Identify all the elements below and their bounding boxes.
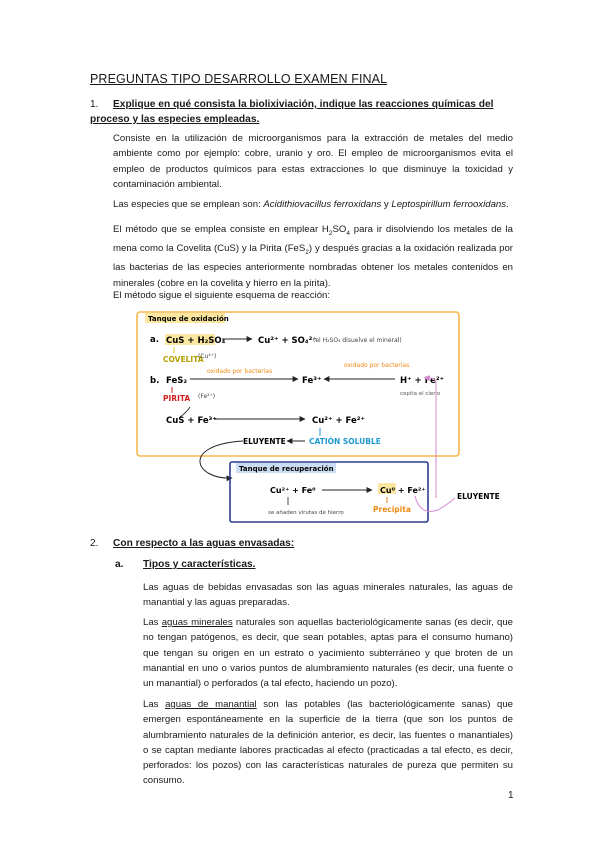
- paragraph-water-types: Las aguas de bebidas envasadas son las aguas minerales naturales, las aguas de manantial y las aguas preparadas.: [143, 582, 513, 609]
- method-text-c: para ir disolviendo los metales de la mena como la Covelita (CuS) y la Pirita (FeS: [113, 224, 513, 255]
- method-sub-c: 2: [305, 249, 309, 257]
- method-text-b: SO: [332, 224, 347, 235]
- page-number: 1: [508, 790, 514, 801]
- row-a-note: (el H₂SO₄ disuelve el mineral): [313, 337, 402, 344]
- oxidized-by-bacteria-2: oxidado por bacterias: [344, 362, 410, 369]
- oxidation-tank-title: Tanque de oxidación: [148, 315, 229, 323]
- paragraph-biolixiviacion: Consiste en la utilización de microorganismos para la extracción de metales del medio ambiente como por ejemplo: cobre, uranio y oro. El empleo de microorganismos evita el empleo de productos químicos para estas extracciones lo que disminuye la toxicidad y contaminación ambiental.: [113, 133, 513, 190]
- spring-rest: son las potables (las bacteriológicamente sanas) que emergen espontáneamente en la superficie de la tierra (que son los puntos de alumbramiento naturales de la definición anterior, es decir, las fuentes o manantiales) o se captan mediante labores practicadas al efecto (practicadas a tal efecto, es decir, perforados: los pozos) con las características naturales de pureza que permiten su consumo.: [143, 699, 513, 787]
- paragraph-spring-water: [143, 697, 513, 789]
- row-c-products: Cu²⁺ + Fe²⁺: [312, 416, 365, 426]
- mineral-term: aguas minerales: [161, 617, 233, 628]
- mineral-lead: Las: [143, 617, 162, 628]
- mineral-rest: naturales son aquellas bacteriológicamente sanas (es decir, que no tengan patógenos, es decir, que sean potables, aptas para el consumo humano) que tengan su origen en un estrato o yacimiento subterráneo y que broten de un manantial en uno o varios puntos de alumbramiento naturales (es decir, una fuente o un manantial) o perforados (a tal efecto, haciendo un pozo).: [143, 617, 513, 690]
- species-2: Leptospirillum ferrooxidans: [391, 199, 507, 210]
- row-b-reactant: FeS₂: [166, 376, 188, 386]
- subquestion-2a: [115, 559, 256, 570]
- row-a-products: Cu²⁺ + SO₄²⁻: [258, 336, 317, 346]
- covelita-ion: (Cu²⁺): [198, 353, 217, 360]
- species-lead: Las especies que se emplean son:: [113, 199, 264, 210]
- row-b-product: Fe³⁺: [302, 376, 322, 386]
- oxidized-by-bacteria-1: oxidado por bacterias: [207, 368, 273, 375]
- recovery-reactants: Cu²⁺ + Fe⁰: [270, 486, 316, 495]
- question-text: Con respecto a las aguas envasadas:: [113, 538, 295, 549]
- pirita-label: PIRITA: [163, 394, 191, 403]
- method-text-a: El método que se emplea consiste en emplear H: [113, 224, 329, 235]
- method-sub-b: 4: [346, 229, 350, 237]
- row-b-right-species: H⁺ + Fe²⁺: [400, 376, 445, 386]
- method-sub-a: 2: [328, 229, 333, 237]
- pirita-ion: (Fe²⁺): [198, 393, 216, 400]
- document-title: PREGUNTAS TIPO DESARROLLO EXAMEN FINAL: [90, 72, 388, 86]
- row-a-label: a.: [150, 335, 159, 345]
- eluyente-2-curve: [415, 496, 455, 511]
- iron-filings-note: se añaden virutas de hierro: [268, 510, 344, 516]
- paragraph-scheme-intro: El método sigue el siguiente esquema de reacción:: [113, 290, 331, 301]
- question-number: 2.: [90, 538, 99, 549]
- question-2: [90, 536, 294, 551]
- covelita-label: COVELITA: [163, 355, 204, 364]
- spring-term: aguas de manantial: [165, 699, 257, 710]
- species-1: Acidithiovacillus ferroxidans: [263, 199, 382, 210]
- method-text-d: ) y después gracias a la oxidación realizada por las bacterias de las especies anteriormente nombradas obtener los metales contenidos en minerales (cobre en la covelita y hierro en la pirita).: [113, 243, 513, 289]
- cation-soluble-label: CATIÓN SOLUBLE: [309, 437, 381, 446]
- spring-lead: Las: [143, 699, 166, 710]
- species-end: .: [506, 199, 509, 210]
- cepita-note: cepita el cieno: [400, 391, 441, 397]
- precipita-label: Precipita: [373, 505, 411, 514]
- row-a-reactants: CuS + H₂SO₄: [166, 336, 226, 346]
- subquestion-text: Tipos y características.: [143, 559, 256, 570]
- question-number: 1.: [90, 99, 99, 110]
- recovery-products: Cu⁰ + Fe²⁺: [380, 486, 426, 495]
- eluyente-label-2: ELUYENTE: [457, 492, 500, 501]
- eluyente-label-1: ELUYENTE: [243, 437, 286, 446]
- species-and: y: [381, 199, 392, 210]
- question-text: Explique en qué consista la biolixiviación, indique las reacciones químicas del proceso y las especies empleadas.: [90, 99, 494, 125]
- recovery-tank-title: Tanque de recuperación: [239, 465, 334, 473]
- subquestion-letter: a.: [115, 559, 124, 570]
- row-c-reactants: CuS + Fe³⁺: [166, 416, 217, 426]
- row-b-label: b.: [150, 376, 160, 386]
- paragraph-mineral-water: [143, 615, 513, 691]
